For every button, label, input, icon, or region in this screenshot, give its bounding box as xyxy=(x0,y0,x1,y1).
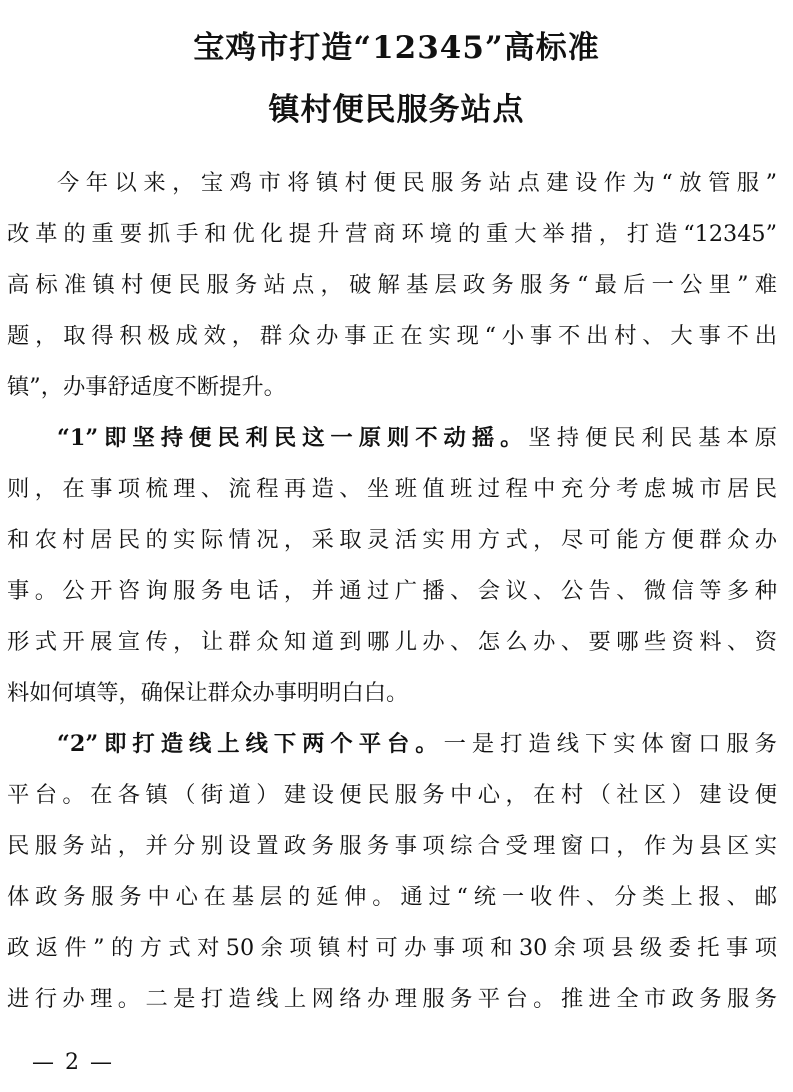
paragraph-2-line-1-text: 坚持便民利民基本原 xyxy=(528,425,777,451)
paragraph-3-line-6: 进行办理。二是打造线上网络办理服务平台。推进全市政务服务 xyxy=(7,986,777,1012)
paragraph-3-line-1-text: 一是打造线下实体窗口服务 xyxy=(443,731,777,757)
paragraph-1-line-2: 改革的重要抓手和优化提升营商环境的重大举措，打造“12345” xyxy=(7,221,777,247)
paragraph-2-line-2: 则，在事项梳理、流程再造、坐班值班过程中充分考虑城市居民 xyxy=(7,476,777,502)
paragraph-3-line-5: 政返件”的方式对50余项镇村可办事项和30余项县级委托事项 xyxy=(7,935,777,961)
page-number: — 2 — xyxy=(32,1050,114,1075)
paragraph-1-line-1: 今年以来，宝鸡市将镇村便民服务站点建设作为“放管服” xyxy=(57,170,777,196)
paragraph-2-line-5: 形式开展宣传，让群众知道到哪儿办、怎么办、要哪些资料、资 xyxy=(7,629,777,655)
document-title-line-1: 宝鸡市打造“12345”高标准 xyxy=(193,30,600,66)
paragraph-3-line-1 xyxy=(7,719,777,770)
document-body xyxy=(7,158,777,1025)
paragraph-3-lead: “2”即打造线上线下两个平台。 xyxy=(57,731,444,757)
paragraph-3-line-2: 平台。在各镇（街道）建设便民服务中心，在村（社区）建设便 xyxy=(7,782,777,808)
document-title-line-2: 镇村便民服务站点 xyxy=(268,92,525,128)
paragraph-3-line-4: 体政务服务中心在基层的延伸。通过“统一收件、分类上报、邮 xyxy=(7,884,777,910)
paragraph-2-line-3: 和农村居民的实际情况，采取灵活实用方式，尽可能方便群众办 xyxy=(7,527,777,553)
paragraph-2-line-1 xyxy=(7,413,777,464)
paragraph-3-line-3: 民服务站，并分别设置政务服务事项综合受理窗口，作为县区实 xyxy=(7,833,777,859)
paragraph-1-line-3: 高标准镇村便民服务站点，破解基层政务服务“最后一公里”难 xyxy=(7,272,777,298)
paragraph-2-line-6: 料如何填等，确保让群众办事明明白白。 xyxy=(7,680,409,706)
paragraph-1-line-5: 镇”，办事舒适度不断提升。 xyxy=(7,374,286,400)
paragraph-1-line-4: 题，取得积极成效，群众办事正在实现“小事不出村、大事不出 xyxy=(7,323,777,349)
paragraph-2-line-4: 事。公开咨询服务电话，并通过广播、会议、公告、微信等多种 xyxy=(7,578,777,604)
paragraph-2-lead: “1”即坚持便民利民这一原则不动摇。 xyxy=(57,425,529,451)
